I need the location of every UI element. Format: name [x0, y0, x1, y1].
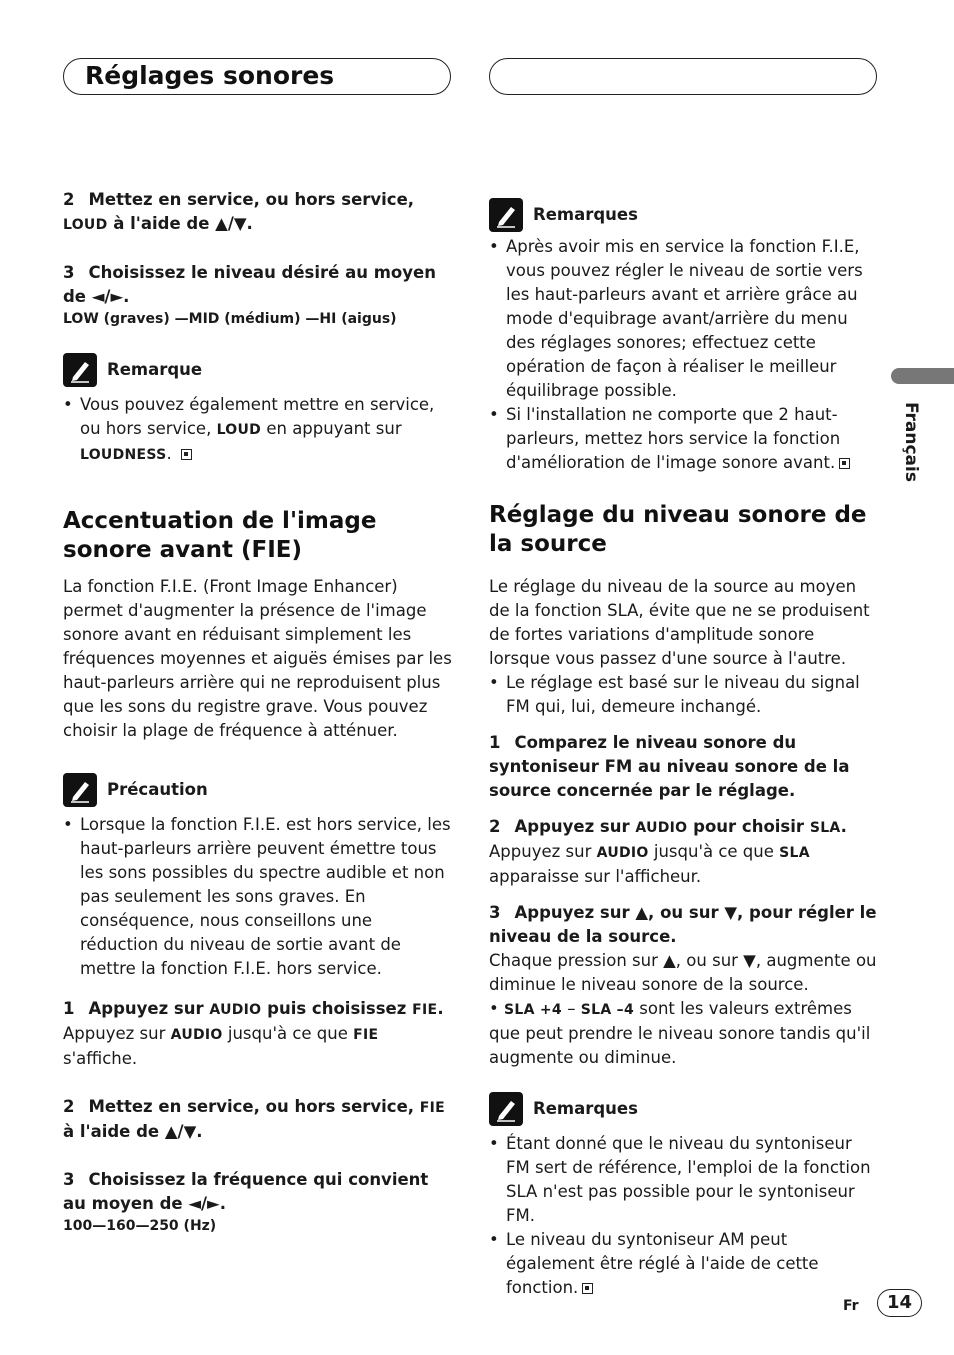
notes-title: Remarques	[533, 1099, 638, 1118]
end-mark-icon	[839, 458, 850, 469]
caution-header	[63, 773, 453, 807]
list-item	[63, 393, 453, 467]
key-label: LOUD	[216, 422, 262, 438]
step-loud-level	[63, 261, 453, 309]
step-fie-toggle	[63, 1095, 453, 1144]
step-text: Choisissez le niveau désiré au moyen de ◄/►.	[63, 263, 436, 306]
key-label: SLA +4	[503, 1002, 562, 1018]
step-compare	[489, 731, 879, 803]
key-label: LOUDNESS	[80, 447, 167, 463]
step-audio-sla	[489, 815, 879, 840]
step-text-mid: pour choisir	[693, 817, 805, 836]
step-loud	[63, 188, 453, 237]
step-number: 3	[63, 1170, 75, 1189]
step-text-mid: puis choisissez	[267, 999, 407, 1018]
caution-pencil-icon	[63, 773, 97, 807]
note-text-mid: en appuyant sur	[266, 419, 402, 438]
step-fie-frequency	[63, 1168, 453, 1216]
note-header	[63, 353, 453, 387]
step-number: 2	[63, 1097, 75, 1116]
section-heading-sla: Réglage du niveau sonore de la source	[489, 502, 867, 557]
notes-header	[489, 1092, 879, 1126]
header-empty-box	[489, 58, 877, 95]
step-number: 2	[489, 817, 501, 836]
caution-title: Précaution	[107, 780, 208, 799]
range-separator: –	[567, 999, 576, 1018]
loud-options: LOW (graves) —MID (médium) —HI (aigus)	[63, 311, 397, 327]
list-item	[489, 403, 879, 475]
key-label: FIE	[412, 1002, 438, 1018]
step-text-end: .	[840, 817, 847, 836]
page-number: 14	[877, 1289, 922, 1317]
step-text-end: à l'aide de ▲/▼.	[113, 214, 253, 233]
step-number: 1	[63, 999, 75, 1018]
step-text: Appuyez sur	[514, 817, 630, 836]
list-item: • Étant donné que le niveau du syntoniseur FM sert de référence, l'emploi de la fonction SLA n'est pas possible pour le syntoniseur FM.	[489, 1132, 879, 1228]
end-mark-icon	[181, 449, 192, 460]
step-audio-fie	[63, 997, 453, 1022]
key-label: SLA	[779, 845, 810, 861]
notes-title: Remarques	[533, 205, 638, 224]
step-adjust-level	[489, 901, 879, 949]
detail-text-mid: jusqu'à ce que	[653, 842, 774, 861]
step-text: Mettez en service, ou hors service,	[88, 1097, 415, 1116]
notes-pencil-icon	[489, 1092, 523, 1126]
frequency-options: 100—160—250 (Hz)	[63, 1218, 217, 1234]
note-title: Remarque	[107, 360, 203, 379]
step-number: 3	[489, 903, 501, 922]
list-item: • Le réglage est basé sur le niveau du signal FM qui, lui, demeure inchangé.	[489, 671, 879, 719]
step-text: Comparez le niveau sonore du syntoniseur FM au niveau sonore de la source concernée par le réglage.	[489, 733, 850, 800]
detail-text: Appuyez sur	[63, 1024, 166, 1043]
notes-pencil-icon	[489, 198, 523, 232]
footer-lang-code: Fr	[843, 1298, 859, 1314]
header-title-box	[63, 58, 451, 95]
key-label: LOUD	[63, 217, 108, 233]
detail-text-end: apparaisse sur l'afficheur.	[489, 867, 702, 886]
step-number: 2	[63, 190, 75, 209]
end-mark-icon	[582, 1283, 593, 1294]
list-item-text: Le niveau du syntoniseur AM peut également être réglé à l'aide de cette fonction.	[506, 1230, 819, 1297]
left-column	[63, 188, 453, 1236]
step-text: Appuyez sur	[88, 999, 204, 1018]
step-text-end: à l'aide de ▲/▼.	[63, 1122, 203, 1141]
key-label: AUDIO	[209, 1002, 262, 1018]
key-label: FIE	[419, 1100, 446, 1116]
note-text: Vous pouvez également mettre en service, ou hors service,	[80, 395, 435, 438]
step-detail	[489, 840, 879, 889]
sla-range	[489, 997, 879, 1070]
fie-body: La fonction F.I.E. (Front Image Enhancer) permet d'augmenter la présence de l'image sonore avant en réduisant simplement les fréquences moyennes et aiguës émises par les haut-parleurs arrière qui ne reproduisent plus que les sons du registre grave. Vous pouvez choisir la plage de fréquence à atténuer.	[63, 577, 452, 740]
notes-list	[489, 1132, 879, 1300]
page-title: Réglages sonores	[85, 61, 335, 90]
detail-text-end: s'affiche.	[63, 1049, 138, 1068]
key-label: SLA –4	[580, 1002, 634, 1018]
step-number: 1	[489, 733, 501, 752]
list-item-text: Si l'installation ne comporte que 2 haut-parleurs, mettez hors service la fonction d'amélioration de l'image sonore avant.	[506, 405, 841, 472]
key-label: AUDIO	[170, 1027, 223, 1043]
step-number: 3	[63, 263, 75, 282]
bullet-dot: •	[489, 999, 499, 1018]
section-heading-fie: Accentuation de l'image sonore avant (FIE)	[63, 508, 377, 563]
step-detail	[63, 1022, 453, 1071]
note-text-end: .	[166, 444, 172, 463]
notes-header	[489, 198, 879, 232]
step-text-end: .	[437, 999, 444, 1018]
note-pencil-icon	[63, 353, 97, 387]
detail-text-mid: jusqu'à ce que	[227, 1024, 348, 1043]
key-label: FIE	[353, 1027, 379, 1043]
step-text: Mettez en service, ou hors service,	[88, 190, 415, 209]
list-item	[489, 1228, 879, 1300]
key-label: AUDIO	[596, 845, 649, 861]
sla-body: Le réglage du niveau de la source au moyen de la fonction SLA, évite que ne se produisent de fortes variations d'amplitude sonore lorsque vous passez d'une source à l'autre.	[489, 577, 870, 668]
notes-list	[489, 235, 879, 475]
key-label: SLA	[809, 820, 841, 836]
right-column	[489, 198, 879, 1300]
language-tab-marker	[891, 368, 954, 384]
detail-text: Appuyez sur	[489, 842, 592, 861]
key-label: AUDIO	[635, 820, 688, 836]
sla-list	[489, 671, 879, 719]
step-detail: Chaque pression sur ▲, ou sur ▼, augmente ou diminue le niveau sonore de la source.	[489, 951, 877, 994]
language-label: Français	[901, 402, 921, 482]
step-text: Appuyez sur ▲, ou sur ▼, pour régler le niveau de la source.	[489, 903, 877, 946]
step-text: Choisissez la fréquence qui convient au moyen de ◄/►.	[63, 1170, 429, 1213]
caution-list	[63, 813, 453, 981]
list-item: • Lorsque la fonction F.I.E. est hors service, les haut-parleurs arrière peuvent émettre tous les sons possibles du spectre audible et non pas seulement les sons graves. En conséquence, nous conseillons une réduction du niveau de sortie avant de mettre la fonction F.I.E. hors service.	[63, 813, 453, 981]
range-text: sont les valeurs extrêmes que peut prendre le niveau sonore tandis qu'il augmente ou diminue.	[489, 999, 871, 1067]
note-list	[63, 393, 453, 467]
list-item: • Après avoir mis en service la fonction F.I.E, vous pouvez régler le niveau de sortie vers les haut-parleurs avant et arrière grâce au mode d'equibrage avant/arrière du menu des réglages sonores; effectuez cette opération de façon à réaliser le meilleur équilibrage possible.	[489, 235, 879, 403]
